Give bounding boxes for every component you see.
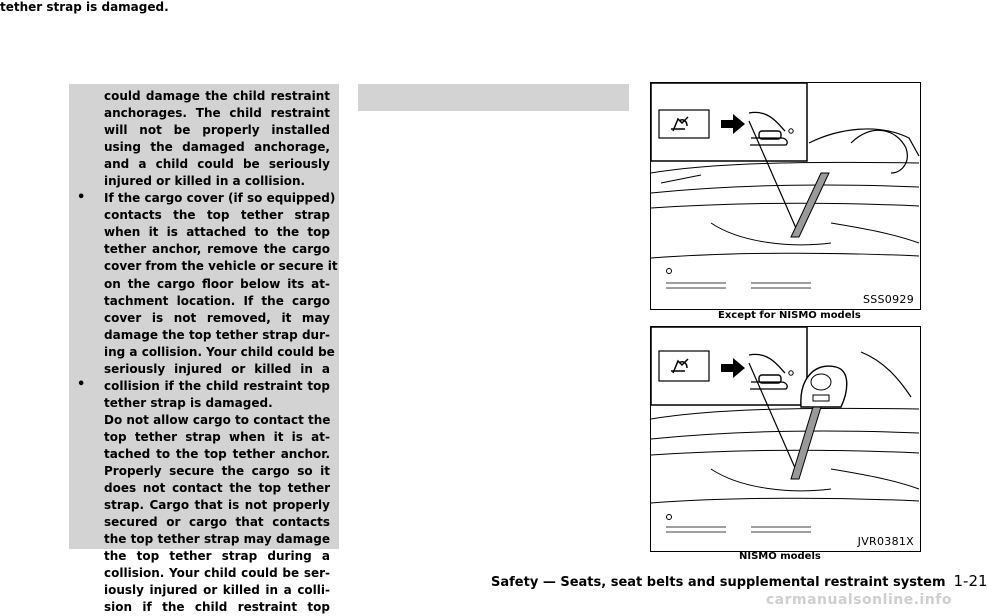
figure-code: SSS0929 — [862, 293, 914, 306]
text-line: sion if the child restraint top — [104, 600, 330, 615]
text-line: If the cargo cover (if so equipped) — [104, 191, 336, 206]
text-line: damage the top tether strap dur- — [104, 327, 330, 342]
text-line: could damage the child restraint — [104, 89, 330, 103]
warning-box-middle — [358, 84, 629, 111]
text-line: the top tether strap may damage — [104, 532, 330, 547]
bullet-marker: • — [77, 377, 86, 392]
text-line: collision if the child restraint top — [104, 378, 330, 393]
text-line: on the cargo floor below its at- — [104, 276, 330, 291]
text-line: tached to the top tether anchor. — [104, 446, 330, 461]
text-line: the top tether strap during a — [104, 549, 330, 564]
text-line: tether anchor, remove the cargo — [104, 242, 330, 257]
page-number: 1-21 — [953, 572, 988, 590]
warning-text-middle: tether strap is damaged. — [0, 0, 169, 14]
figure-caption: NISMO models — [739, 551, 821, 562]
page-footer — [491, 572, 988, 590]
text-line: secured or cargo that contacts — [104, 515, 330, 530]
text-line: anchorages. The child restraint — [104, 106, 330, 121]
text-line: contacts the top tether strap — [104, 208, 330, 223]
text-line: will not be properly installed — [104, 123, 330, 138]
text-line: cover from the vehicle or secure it — [104, 259, 338, 274]
text-line: tether strap is damaged. — [104, 395, 273, 410]
text-line: does not contact the top tether — [104, 481, 330, 496]
warning-text-left — [104, 88, 338, 616]
cargo-area-illustration — [651, 327, 920, 551]
text-line: seriously injured or killed in a — [104, 361, 330, 376]
text-line: when it is attached to the top — [104, 225, 330, 240]
text-line: cover is not removed, it may — [104, 310, 330, 325]
figure-code: JVR0381X — [857, 535, 914, 548]
text-line: strap. Cargo that is not properly — [104, 498, 330, 513]
text-line: ing a collision. Your child could be — [104, 344, 335, 359]
text-line: using the damaged anchorage, — [104, 140, 330, 155]
text-line: top tether strap when it is at- — [104, 429, 330, 444]
figure-cargo-anchor-standard — [650, 82, 921, 310]
footer-section-title: Safety — Seats, seat belts and supplemental restraint system — [491, 575, 946, 590]
figure-caption: Except for NISMO models — [718, 310, 861, 321]
text-line: and a child could be seriously — [104, 157, 330, 172]
text-line: collision. Your child could be ser- — [104, 566, 330, 581]
text-line: Do not allow cargo to contact the — [104, 412, 331, 427]
text-line: tachment location. If the cargo — [104, 293, 330, 308]
bullet-marker: • — [77, 190, 86, 205]
text-line: injured or killed in a collision. — [104, 174, 306, 189]
watermark: carmanualsonline.info — [765, 592, 952, 608]
figure-cargo-anchor-nismo — [650, 326, 921, 552]
text-line: iously injured or killed in a colli- — [104, 583, 330, 598]
text-line: Properly secure the cargo so it — [104, 464, 330, 479]
cargo-area-illustration — [651, 83, 920, 309]
